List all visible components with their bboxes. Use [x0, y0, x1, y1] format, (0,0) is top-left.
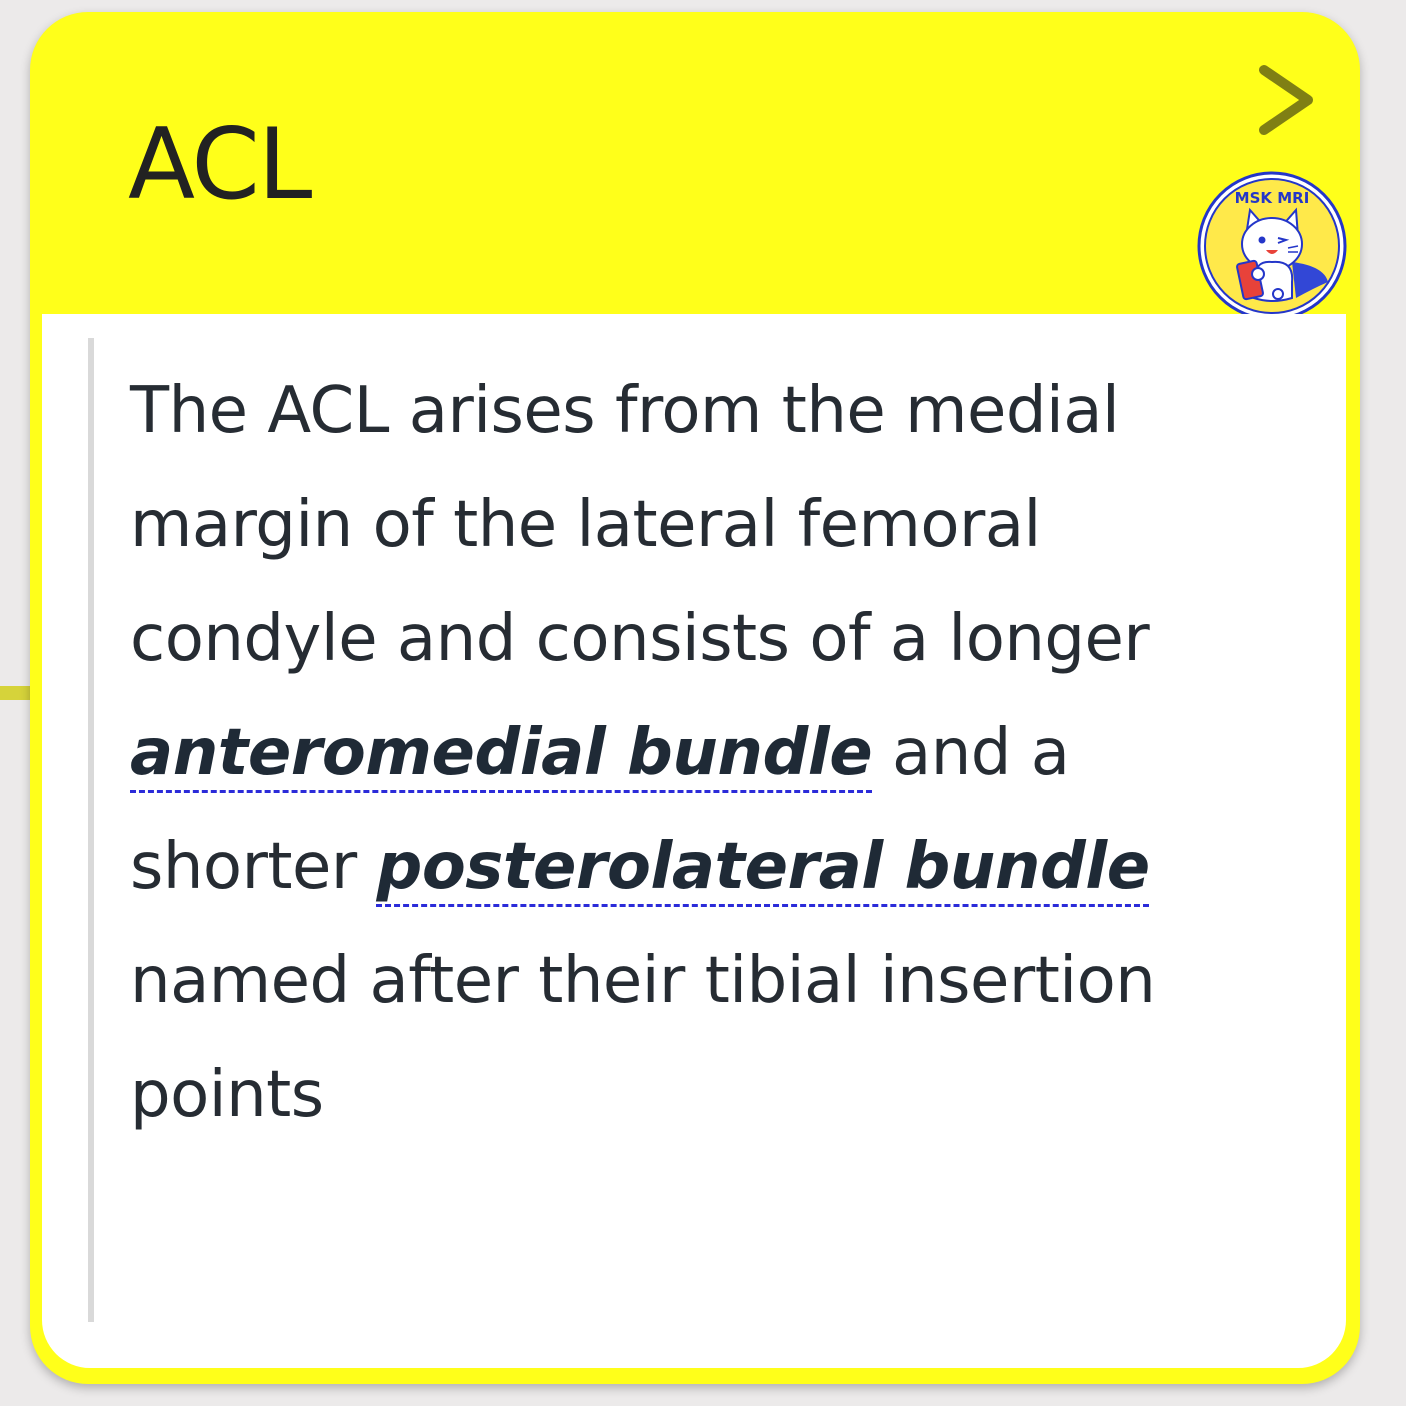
term-link-anteromedial-bundle[interactable]: anteromedial bundle: [130, 716, 873, 790]
card-header: [30, 12, 1360, 312]
next-button[interactable]: [1252, 58, 1322, 138]
quote-rule: [88, 338, 94, 1322]
flashcard: [30, 12, 1360, 1384]
definition-text-part: The ACL arises from the medial margin of the lateral femoral condyle and consists of a longer: [130, 374, 1150, 676]
card-body: [42, 314, 1346, 1368]
chevron-right-icon: [1252, 58, 1322, 138]
card-title: ACL: [128, 108, 311, 222]
definition-text-part: named after their tibial insertion points: [130, 944, 1156, 1132]
definition-text: [130, 354, 1280, 1152]
definition-text-part: and a shorter: [130, 716, 1070, 904]
msk-mri-logo: [1196, 170, 1348, 322]
term-link-posterolateral-bundle[interactable]: posterolateral bundle: [376, 830, 1150, 904]
connector-line: [0, 686, 34, 700]
cat-mascot-logo: [1196, 170, 1348, 322]
logo-label: MSK MRI: [1234, 189, 1310, 207]
